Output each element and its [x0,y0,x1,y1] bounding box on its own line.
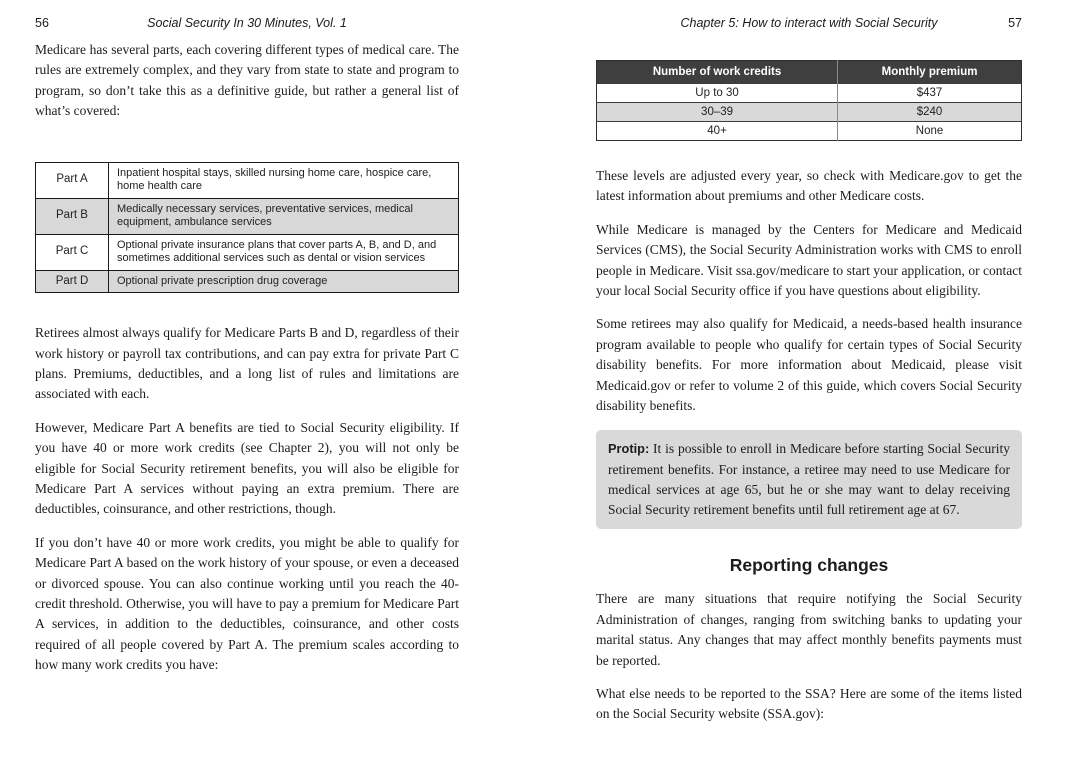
column-header-work-credits: Number of work credits [597,61,838,84]
table-header-row [597,61,1022,84]
table-row-30-39 [597,103,1022,122]
premium-cell: $240 [838,103,1022,122]
table-row-40-plus [597,122,1022,141]
paragraph-cms-enrollment: While Medicare is managed by the Centers for Medicare and Medicaid Services (CMS), the Social Security Administration works with CMS to enroll people in Medicare. Visit ssa.gov/medicare to start your application, or contact your local Social Security office if you have questions about eligibility. [596,221,1022,299]
work-credits-premium-table [596,60,1022,141]
running-header-right [596,16,1022,32]
paragraph-levels-adjusted: These levels are adjusted every year, so check with Medicare.gov to get the latest information about premiums and other Medicare costs. [596,168,1022,204]
part-b-description: Medically necessary services, preventative services, medical equipment, ambulance services [109,198,459,234]
part-a-label: Part A [36,162,109,198]
protip-label: Protip: [608,441,650,457]
part-d-label: Part D [36,270,109,293]
page-56 [35,16,459,689]
medicare-parts-table [35,162,459,294]
part-a-description: Inpatient hospital stays, skilled nursing home care, hospice care, home health care [109,162,459,198]
column-header-monthly-premium: Monthly premium [838,61,1022,84]
running-head-title-left: Social Security In 30 Minutes, Vol. 1 [147,16,347,30]
running-header-left [35,16,459,32]
credits-cell: 40+ [597,122,838,141]
credits-cell: Up to 30 [597,84,838,103]
paragraph-parts-bd-qualify: Retirees almost always qualify for Medicare Parts B and D, regardless of their work history or payroll tax contributions, and can pay extra for private Part C plans. Premiums, deductibles, and a long list of rules and limitations are associated with each. [35,325,459,402]
running-head-title-right: Chapter 5: How to interact with Social Security [680,16,938,30]
page-number-right: 57 [1008,16,1022,30]
part-b-label: Part B [36,198,109,234]
paragraph-medicaid: Some retirees may also qualify for Medicaid, a needs-based health insurance program available to people who qualify for certain types of Social Security disability benefits. For more information about Medicaid, please visit Medicaid.gov or refer to volume 2 of this guide, which covers Social Security disability benefits. [596,316,1022,414]
table-row-part-b [36,198,459,234]
paragraph-under-40-credits: If you don’t have 40 or more work credits, you might be able to qualify for Medicare Part A based on the work history of your spouse, or even a deceased or divorced spouse. You can also continue working until you reach the 40-credit threshold. Otherwise, you will have to pay a premium for Medicare Part A services, in addition to the deductibles, coinsurance, and other costs required of all people covered by Part A. The premium scales according to how many work credits you have: [35,534,459,673]
paragraph-medicare-parts-intro: Medicare has several parts, each covering different types of medical care. The rules are extremely complex, and they vary from state to state and program to program, so don’t take this as a definitive guide, but rather a general list of what’s covered: [35,42,459,119]
table-row-up-to-30 [597,84,1022,103]
paragraph-part-a-eligibility: However, Medicare Part A benefits are tied to Social Security eligibility. If you have 40 or more work credits (see Chapter 2), you will not only be eligible for Social Security retirement benefits, you will also be eligible for Medicare Part A services without paying an extra premium. There are deductibles, coinsurance, and other restrictions, though. [35,419,459,517]
paragraph-what-else-reported: What else needs to be reported to the SSA? Here are some of the items listed on the Social Security website (SSA.gov): [596,685,1022,722]
paragraph-notify-ssa: There are many situations that require notifying the Social Security Administration of changes, ranging from switching banks to updating your marital status. Any changes that may affect monthly benefits payments must be reported. [596,591,1022,668]
premium-cell: None [838,122,1022,141]
page-number-left: 56 [35,16,49,30]
page-57 [596,16,1022,738]
part-d-description: Optional private prescription drug coverage [109,270,459,293]
table-row-part-a [36,162,459,198]
table-row-part-d [36,270,459,293]
part-c-label: Part C [36,234,109,270]
section-heading-reporting-changes: Reporting changes [729,555,889,576]
protip-text: It is possible to enroll in Medicare before starting Social Security retirement benefits. For instance, a retiree may need to use Medicare for medical services at age 65, but he or she may want to delay receiving Social Security retirement benefits until full retirement age at 67. [608,441,1010,518]
protip-callout [596,430,1022,529]
table-row-part-c [36,234,459,270]
part-c-description: Optional private insurance plans that cover parts A, B, and D, and sometimes additional services such as dental or vision services [109,234,459,270]
credits-cell: 30–39 [597,103,838,122]
premium-cell: $437 [838,84,1022,103]
